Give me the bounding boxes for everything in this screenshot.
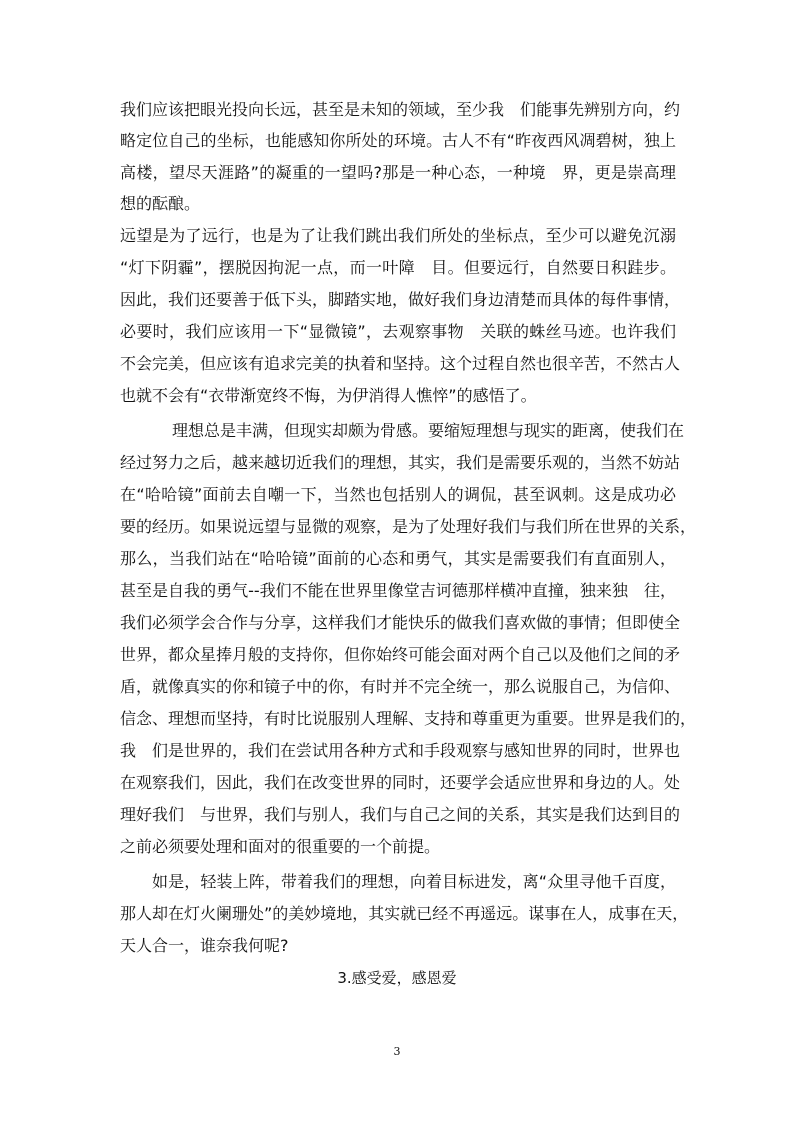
text-line: 理想总是丰满，但现实却颇为骨感。要缩短理想与现实的距离，使我们在 — [172, 421, 685, 440]
page-number: 3 — [393, 1045, 401, 1058]
text-line: 天人合一，谁奈我何呢? — [120, 936, 289, 955]
text-line: 我们必须学会合作与分享，这样我们才能快乐的做我们喜欢做的事情；但即使全 — [120, 613, 681, 632]
text-line: 我 们是世界的，我们在尝试用各种方式和手段观察与感知世界的同时，世界也 — [120, 741, 681, 760]
text-line: 信念、理想而坚持，有时比说服别人理解、支持和尊重更为重要。世界是我们的， — [120, 709, 697, 728]
text-line: 甚至是自我的勇气--我们不能在世界里像堂吉诃德那样横冲直撞，独来独 往， — [120, 581, 676, 600]
text-line: 必要时，我们应该用一下“显微镜”，去观察事物 关联的蛛丝马迹。也许我们 — [120, 322, 676, 341]
text-line: 不会完美，但应该有追求完美的执着和坚持。这个过程自然也很辛苦，不然古人 — [120, 354, 681, 373]
text-line: 世界，都众星捧月般的支持你，但你始终可能会面对两个自己以及他们之间的矛 — [120, 645, 681, 664]
text-line: 那么，当我们站在“哈哈镜”面前的心态和勇气，其实是需要我们有直面别人， — [120, 549, 676, 568]
text-line: 如是，轻装上阵，带着我们的理想，向着目标进发，离“众里寻他千百度， — [152, 872, 676, 891]
text-line: 在“哈哈镜”面前去自嘲一下，当然也包括别人的调侃，甚至讽刺。这是成功必 — [120, 485, 676, 504]
text-line: 在观察我们，因此，我们在改变世界的同时，还要学会适应世界和身边的人。处 — [120, 773, 681, 792]
text-line: 我们应该把眼光投向长远，甚至是未知的领域，至少我 们能事先辨别方向，约 — [120, 100, 681, 119]
text-line: 经过努力之后，越来越切近我们的理想，其实，我们是需要乐观的，当然不妨站 — [120, 453, 681, 472]
text-line: 远望是为了远行，也是为了让我们跳出我们所处的坐标点，至少可以避免沉溺 — [120, 226, 676, 245]
text-line: 高楼，望尽天涯路”的凝重的一望吗?那是一种心态，一种境 界，更是崇高理 — [120, 163, 676, 182]
text-line: 之前必须要处理和面对的很重要的一个前提。 — [120, 837, 441, 856]
text-line: 那人却在灯火阑珊处”的美妙境地，其实就已经不再遥远。谋事在人，成事在天， — [120, 904, 689, 923]
text-line: 略定位自己的坐标，也能感知你所处的环境。古人不有“昨夜西风凋碧树，独上 — [120, 131, 676, 150]
text-line: 想的酝酿。 — [120, 194, 201, 213]
text-line: 盾，就像真实的你和镜子中的你，有时并不完全统一，那么说服自己，为信仰、 — [120, 677, 681, 696]
text-line: 因此，我们还要善于低下头，脚踏实地，做好我们身边清楚而具体的每件事情， — [120, 290, 681, 309]
text-line: 要的经历。如果说远望与显微的观察，是为了处理好我们与我们所在世界的关系， — [120, 517, 697, 536]
text-line: “灯下阴霾”，摆脱因拘泥一点，而一叶障 目。但要远行，自然要日积跬步。 — [120, 258, 676, 277]
section-heading: 3.感受爱，感恩爱 — [337, 969, 457, 987]
text-line: 理好我们 与世界，我们与别人，我们与自己之间的关系，其实是我们达到目的 — [120, 805, 681, 824]
text-line: 也就不会有“衣带渐宽终不悔，为伊消得人憔悴”的感悟了。 — [120, 386, 537, 405]
